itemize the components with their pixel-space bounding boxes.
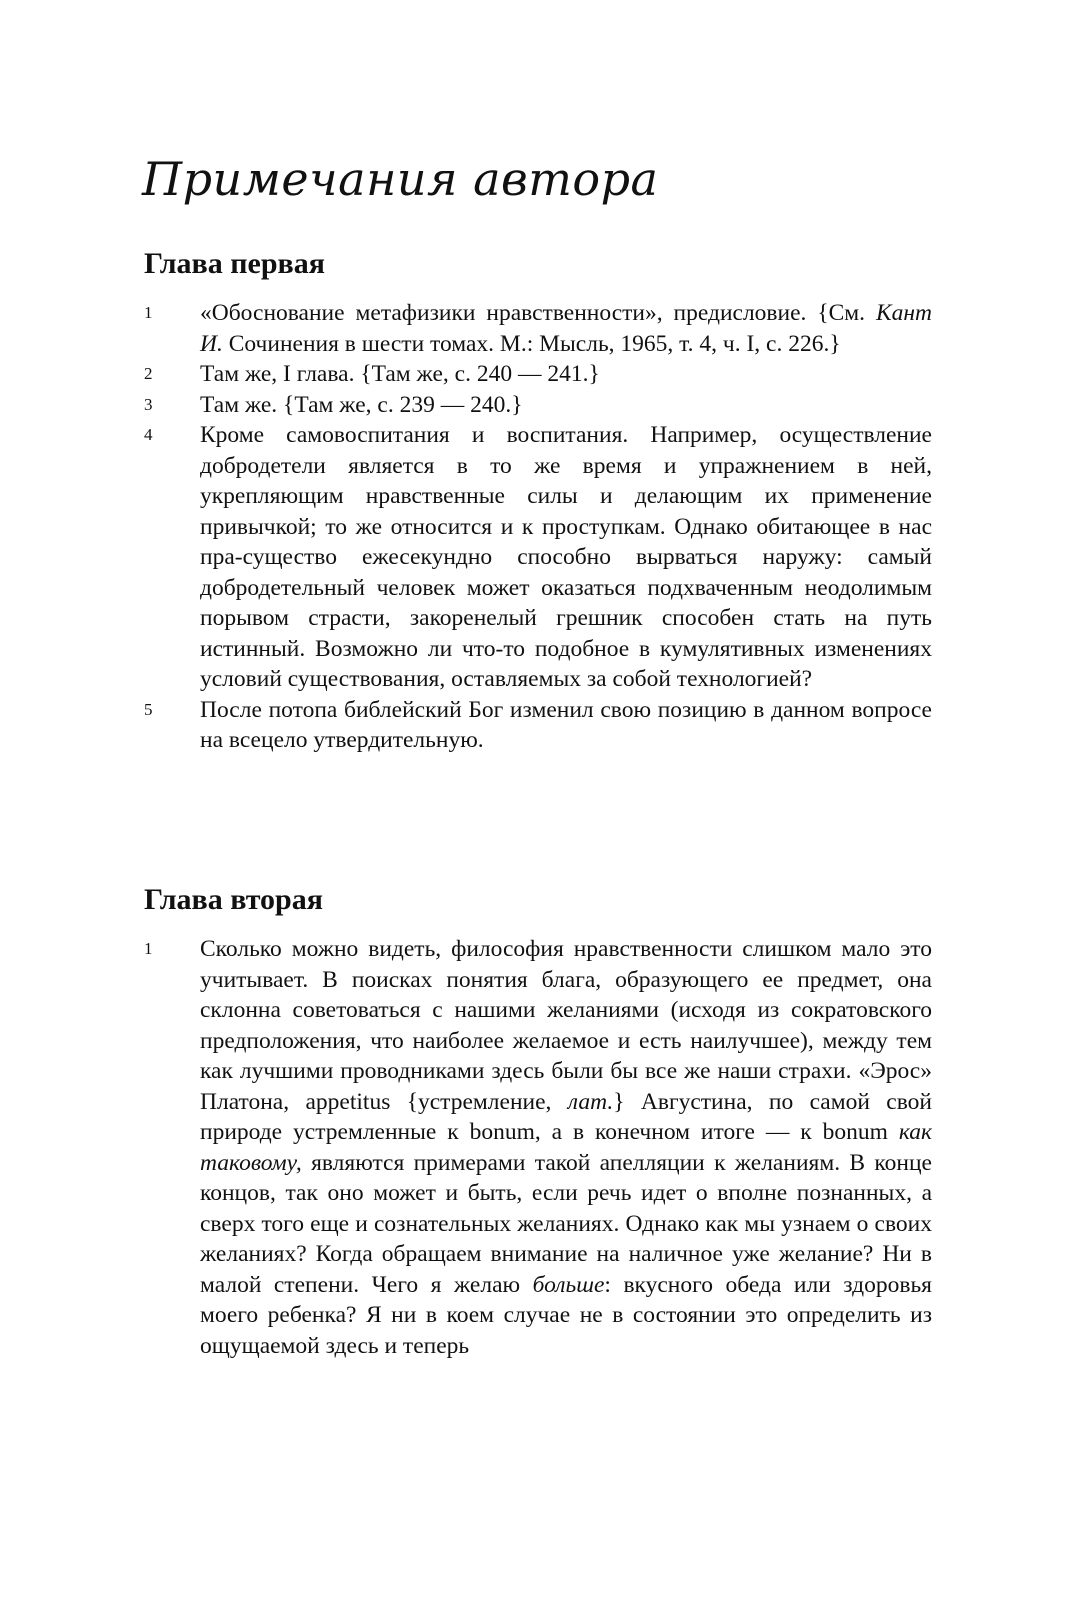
- footnote-text: [200, 390, 932, 421]
- text-run: Сочинения в шести томах. М.: Мысль, 1965, т. 4, ч. I, с. 226.}: [222, 330, 841, 357]
- chapter-2: [144, 880, 944, 1361]
- text-run: являются примерами такой апелляции к желаниям. В конце концов, так оно может и быть, если речь идет о вполне познанных, а сверх того еще и сознательных желаниях. Однако как мы узнаем о своих желаниях? Когда обращаем внимание на наличное уже желание? Ни в малой степени. Чего я желаю: [200, 1149, 932, 1298]
- footnote: [144, 359, 944, 390]
- italic-text: как таковому,: [200, 1119, 932, 1176]
- page-title: Примечания автора: [142, 152, 659, 206]
- footnote-number: 1: [144, 939, 153, 958]
- italic-text: Кант И.: [200, 300, 932, 357]
- footnote: [144, 390, 944, 421]
- text-run: Там же. {Там же, с. 239 — 240.}: [200, 391, 523, 418]
- footnote-number: 2: [144, 364, 153, 383]
- chapter-1: [144, 244, 944, 756]
- footnote-text: [200, 298, 932, 359]
- text-run: После потопа библейский Бог изменил свою позицию в данном вопросе на всецело утвердительную.: [200, 696, 932, 753]
- text-run: } Августина, по самой свой природе устремленные к bonum, а в конечном итоге — к bonum: [200, 1088, 933, 1145]
- footnote-number: 3: [144, 394, 153, 414]
- footnote-number: 5: [144, 699, 153, 719]
- footnote-text: [200, 695, 932, 756]
- footnote: [144, 695, 944, 756]
- footnote-text: [200, 359, 932, 390]
- italic-text: лат.: [567, 1088, 614, 1115]
- footnote: [144, 934, 944, 1361]
- text-run: : вкусного обеда или здоровья моего ребенка? Я ни в коем случае не в состоянии это определить из ощущаемой здесь и теперь: [200, 1271, 932, 1359]
- text-run: Сколько можно видеть, философия нравственности слишком мало это учитывает. В поисках понятия блага, образующего ее предмет, она склонна советоваться с нашими желаниями (исходя из сократовского предположения, что наиболее желаемое и есть наилучшее), между тем как лучшими проводниками здесь были бы все же наши страхи. «Эрос» Платона, appetitus {устремление,: [200, 936, 932, 1115]
- footnote-text: [200, 934, 932, 1361]
- notes-list: [144, 934, 944, 1361]
- chapter-title: Глава первая: [144, 247, 325, 280]
- italic-text: больше: [532, 1271, 605, 1298]
- footnote-number: 1: [144, 303, 153, 322]
- footnote: [144, 298, 944, 359]
- footnote-text: [200, 420, 932, 695]
- footnote: [144, 420, 944, 695]
- text-run: «Обоснование метафизики нравственности», предисловие. {См.: [200, 300, 876, 326]
- text-run: Кроме самовоспитания и воспитания. Например, осуществление добродетели является в то же время и упражнением в ней, укрепляющим нравственные силы и делающим их применение привычкой; то же относится и к проступкам. Однако обитающее в нас пра-существо ежесекундно способно вырваться наружу: самый добродетельный человек может оказаться подхваченным неодолимым порывом страсти, закоренелый грешник способен стать на путь истинный. Возможно ли что-то подобное в кумулятивных изменениях условий существования, оставляемых за собой технологией?: [200, 422, 932, 692]
- footnote-number: 4: [144, 425, 153, 444]
- notes-list: [144, 298, 944, 756]
- chapter-title: Глава вторая: [144, 883, 323, 916]
- text-run: Там же, I глава. {Там же, с. 240 — 241.}: [200, 361, 600, 387]
